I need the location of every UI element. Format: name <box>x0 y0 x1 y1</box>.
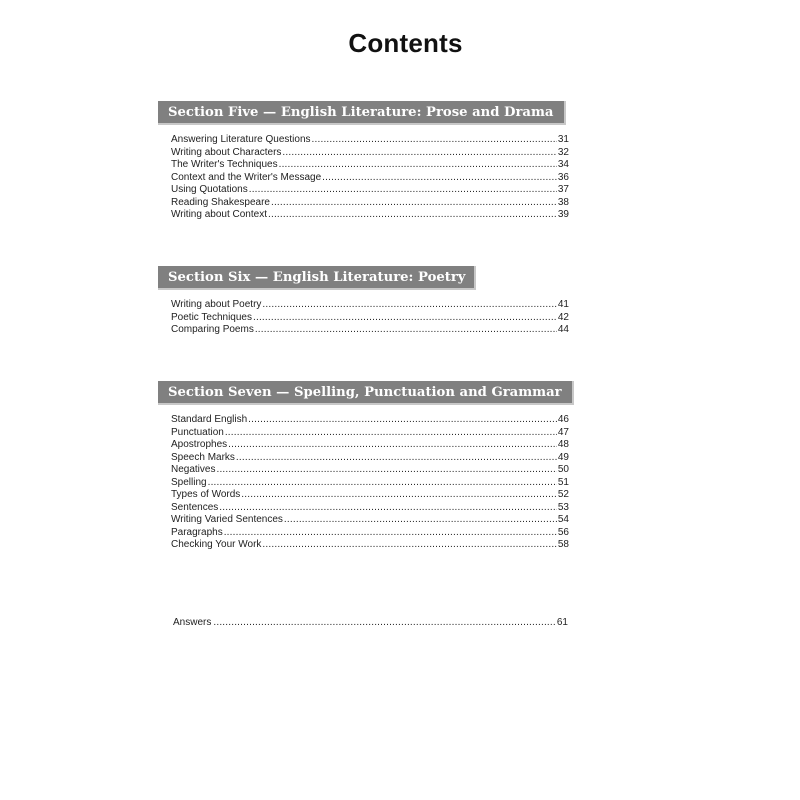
dot-leader <box>219 502 557 515</box>
toc-entry[interactable] <box>171 209 569 222</box>
dot-leader <box>312 134 557 147</box>
toc-entry-page: 53 <box>557 501 569 513</box>
toc-entry-page: 61 <box>556 617 568 628</box>
toc-entry-page: 50 <box>557 464 569 475</box>
toc-entry-label: Spelling <box>171 476 207 488</box>
toc-entry-label: Paragraphs <box>171 526 223 538</box>
toc-entry[interactable] <box>171 477 569 490</box>
toc-entry-label: Answering Literature Questions <box>171 134 311 145</box>
dot-leader <box>248 414 557 427</box>
toc-entry-page: 58 <box>557 539 569 550</box>
dot-leader <box>322 172 557 185</box>
toc-entry[interactable] <box>171 489 569 502</box>
toc-entry-label: The Writer's Techniques <box>171 159 278 170</box>
dot-leader <box>262 539 556 552</box>
toc-entry-page: 31 <box>557 134 569 145</box>
section-six <box>158 266 569 335</box>
dot-leader <box>236 452 557 465</box>
dot-leader <box>228 439 557 452</box>
toc-entry-page: 46 <box>557 414 569 425</box>
toc-entry-page: 41 <box>557 299 569 310</box>
toc-entry-label: Writing about Context <box>171 209 267 220</box>
toc-entry-answers[interactable] <box>173 617 568 628</box>
toc-entry-page: 39 <box>557 209 569 220</box>
toc-entry-label: Negatives <box>171 464 216 475</box>
toc-entry-page: 42 <box>557 311 569 323</box>
toc-entry-page: 54 <box>557 514 569 525</box>
dot-leader <box>208 477 557 490</box>
toc-entry[interactable] <box>171 539 569 552</box>
toc-entry[interactable] <box>171 134 569 147</box>
toc-entry-page: 48 <box>557 439 569 450</box>
toc-list <box>171 414 569 552</box>
toc-entry-page: 56 <box>557 526 569 538</box>
dot-leader <box>253 312 557 325</box>
toc-entry-label: Comparing Poems <box>171 324 254 335</box>
toc-entry[interactable] <box>171 452 569 465</box>
toc-list <box>171 299 569 337</box>
toc-entry[interactable] <box>171 159 569 172</box>
toc-entry[interactable] <box>171 184 569 197</box>
dot-leader <box>224 527 557 540</box>
toc-entry[interactable] <box>171 427 569 440</box>
toc-entry[interactable] <box>171 464 569 477</box>
page-title: Contents <box>348 28 463 58</box>
toc-entry-page: 44 <box>557 324 569 335</box>
section-seven <box>158 381 574 550</box>
dot-leader <box>282 147 556 160</box>
section-heading: Section Six — English Literature: Poetry <box>158 266 476 290</box>
dot-leader <box>241 489 557 502</box>
toc-entry-page: 52 <box>557 489 569 500</box>
toc-entry-page: 51 <box>557 476 569 488</box>
toc-entry[interactable] <box>171 197 569 210</box>
toc-entry[interactable] <box>171 324 569 337</box>
toc-entry-page: 49 <box>557 451 569 463</box>
toc-list <box>171 134 569 222</box>
toc-entry[interactable] <box>171 312 569 325</box>
dot-leader <box>262 299 556 312</box>
toc-entry[interactable] <box>171 414 569 427</box>
toc-entry[interactable] <box>171 527 569 540</box>
toc-entry-page: 36 <box>557 171 569 183</box>
toc-entry[interactable] <box>171 502 569 515</box>
dot-leader <box>249 184 557 197</box>
toc-entry-label: Punctuation <box>171 426 224 438</box>
toc-entry-page: 47 <box>557 426 569 438</box>
section-heading: Section Seven — Spelling, Punctuation and Grammar <box>158 381 574 405</box>
toc-entry-label: Writing about Poetry <box>171 299 262 310</box>
section-five <box>158 101 569 220</box>
toc-entry-label: Apostrophes <box>171 439 228 450</box>
toc-entry-page: 34 <box>557 159 569 170</box>
dot-leader <box>284 514 557 527</box>
toc-entry-label: Poetic Techniques <box>171 311 252 323</box>
section-heading: Section Five — English Literature: Prose and Drama <box>158 101 566 125</box>
toc-entry[interactable] <box>171 514 569 527</box>
dot-leader <box>255 324 557 337</box>
toc-entry-label: Reading Shakespeare <box>171 196 270 208</box>
dot-leader <box>268 209 557 222</box>
toc-entry-label: Using Quotations <box>171 184 248 195</box>
dot-leader <box>279 159 557 172</box>
toc-entry-page: 32 <box>557 146 569 158</box>
toc-entry[interactable] <box>171 299 569 312</box>
dot-leader <box>225 427 557 440</box>
toc-entry-label: Answers <box>173 617 212 628</box>
toc-entry-label: Checking Your Work <box>171 539 262 550</box>
toc-entry[interactable] <box>171 172 569 185</box>
toc-entry-page: 37 <box>557 184 569 195</box>
toc-entry[interactable] <box>171 439 569 452</box>
toc-entry-label: Writing about Characters <box>171 146 282 158</box>
toc-entry-label: Standard English <box>171 414 248 425</box>
dot-leader <box>213 617 555 628</box>
toc-entry-page: 38 <box>557 196 569 208</box>
toc-entry-label: Types of Words <box>171 489 241 500</box>
dot-leader <box>271 197 557 210</box>
toc-entry-label: Sentences <box>171 501 219 513</box>
toc-entry-label: Writing Varied Sentences <box>171 514 283 525</box>
toc-entry-label: Context and the Writer's Message <box>171 171 322 183</box>
toc-entry[interactable] <box>171 147 569 160</box>
toc-entry-label: Speech Marks <box>171 451 235 463</box>
dot-leader <box>216 464 556 477</box>
